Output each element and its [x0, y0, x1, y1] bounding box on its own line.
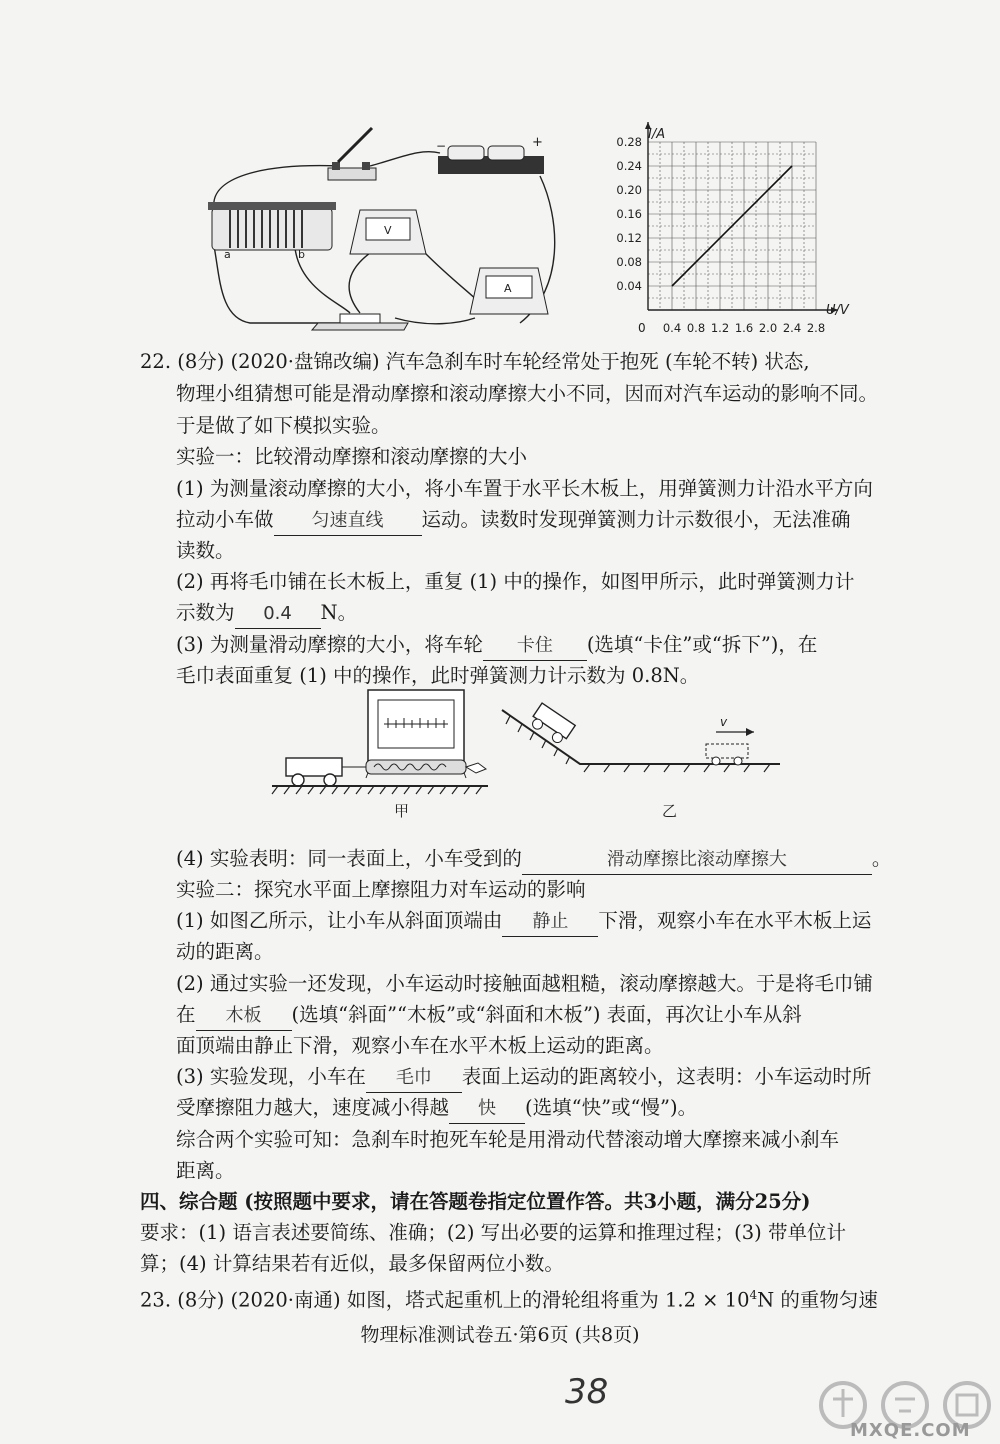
y-tick-label: 0.20: [616, 183, 642, 197]
conclusion-line1: 综合两个实验可知：急刹车时抱死车轮是用滑动代替滚动增大摩擦来减小刹车: [176, 1128, 840, 1151]
circuit-diagram: [200, 118, 570, 340]
x-tick-label: 2.0: [758, 321, 778, 335]
y-tick-label: 0.24: [616, 159, 642, 173]
x-tick-label: 1.6: [734, 321, 754, 335]
y-tick-label: 0.28: [616, 135, 642, 149]
x-tick-label: 0.4: [662, 321, 682, 335]
svg-text:−: −: [436, 139, 447, 153]
exp1-title: 实验一：比较滑动摩擦和滚动摩擦的大小: [176, 445, 528, 468]
x-tick-label: 0.8: [686, 321, 706, 335]
y-tick-label: 0.04: [616, 279, 642, 293]
x-tick-label: 1.2: [710, 321, 730, 335]
experiment-figures: [270, 688, 790, 838]
svg-text:乙: 乙: [662, 802, 678, 820]
figure-yi: [502, 703, 780, 820]
y-axis-label: I/A: [648, 127, 666, 142]
answer-blank-7: 毛巾: [366, 1064, 462, 1093]
exp2-e1b: 动的距离。: [176, 940, 274, 963]
section4-req2: 算；(4) 计算结果若有近似，最多保留两位小数。: [140, 1252, 564, 1275]
answer-blank-4: 滑动摩擦比滚动摩擦大: [522, 846, 872, 875]
q23-line1: 23. (8分) (2020·南通) 如图，塔式起重机上的滑轮组将重为 $1.2 \times 10^4N$ 的重物匀速: [140, 1288, 878, 1312]
exp1-p2b: 示数为 0.4 N。: [176, 599, 357, 629]
x-axis-label: U/V: [826, 303, 849, 318]
exp2-e2c: 面顶端由静止下滑，观察小车在水平木板上运动的距离。: [176, 1034, 664, 1057]
q22-line1: 22. (8分) (2020·盘锦改编) 汽车急刹车时车轮经常处于抱死 (车轮不转) 状态,: [140, 350, 810, 373]
exp2-e2b: 在 木板 (选填“斜面”“木板”或“斜面和木板”) 表面，再次让小车从斜: [176, 1001, 802, 1031]
svg-text:V: V: [384, 224, 392, 237]
exp2-e3b: 受摩擦阻力越大，速度减小得越 快 (选填“快”或“慢”)。: [176, 1094, 697, 1124]
conclusion-line2: 距离。: [176, 1159, 235, 1182]
q22-line2: 物理小组猜想可能是滑动摩擦和滚动摩擦大小不同，因而对汽车运动的影响不同。: [176, 382, 879, 405]
svg-text:b: b: [298, 248, 305, 261]
answer-blank-2: 0.4: [235, 600, 321, 629]
y-tick-label: 0.12: [616, 231, 642, 245]
section4-req1: 要求：(1) 语言表述要简练、准确；(2) 写出必要的运算和推理过程；(3) 带单位计: [140, 1221, 846, 1244]
exp1-p1b: 拉动小车做 匀速直线 运动。读数时发现弹簧测力计示数很小，无法准确: [176, 506, 851, 536]
answer-blank-8: 快: [449, 1095, 525, 1124]
watermark-text: MXQE.COM: [850, 1420, 971, 1441]
rheostat: [208, 202, 336, 261]
q22-line3: 于是做了如下模拟实验。: [176, 414, 391, 437]
battery: [436, 135, 544, 174]
svg-text:A: A: [504, 282, 512, 295]
svg-text:甲: 甲: [394, 802, 410, 820]
svg-text:v: v: [720, 715, 728, 729]
exp1-p3b: 毛巾表面重复 (1) 中的操作，此时弹簧测力计示数为 0.8N。: [176, 664, 700, 687]
section4-title: 四、综合题 (按照题中要求，请在答题卷指定位置作答。共3小题，满分25分): [140, 1190, 811, 1213]
exp1-p4: (4) 实验表明：同一表面上，小车受到的 滑动摩擦比滚动摩擦大 。: [176, 845, 891, 875]
x-tick-label: 2.4: [782, 321, 802, 335]
ammeter: [470, 268, 548, 314]
exp2-e2a: (2) 通过实验一还发现，小车运动时接触面越粗糙，滚动摩擦越大。于是将毛巾铺: [176, 972, 873, 995]
exp2-title: 实验二：探究水平面上摩擦阻力对车运动的影响: [176, 878, 586, 901]
y-tick-label: 0.16: [616, 207, 642, 221]
svg-text:a: a: [224, 248, 231, 261]
exp1-p1a: (1) 为测量滚动摩擦的大小，将小车置于水平长木板上，用弹簧测力计沿水平方向: [176, 477, 873, 500]
page-footer: 物理标准测试卷五·第6页 (共8页): [360, 1324, 640, 1346]
exp2-e3a: (3) 实验发现，小车在 毛巾 表面上运动的距离较小，这表明：小车运动时所: [176, 1063, 871, 1093]
resistor: [312, 314, 408, 330]
exp2-e1a: (1) 如图乙所示，让小车从斜面顶端由 静止 下滑，观察小车在水平木板上运: [176, 907, 871, 937]
voltmeter: [350, 210, 426, 254]
origin-label: 0: [638, 321, 646, 335]
figure-jia: [272, 690, 488, 820]
switch: [328, 128, 376, 180]
answer-blank-5: 静止: [502, 908, 598, 937]
iu-graph: [600, 122, 850, 336]
exp1-p1c: 读数。: [176, 539, 235, 562]
exp1-p3a: (3) 为测量滑动摩擦的大小，将车轮 卡住 (选填“卡住”或“拆下”)，在: [176, 631, 817, 661]
exp1-p2a: (2) 再将毛巾铺在长木板上，重复 (1) 中的操作，如图甲所示，此时弹簧测力计: [176, 570, 855, 593]
answer-blank-3: 卡住: [483, 632, 587, 661]
y-tick-label: 0.08: [616, 255, 642, 269]
answer-blank-1: 匀速直线: [274, 507, 422, 536]
answer-blank-6: 木板: [196, 1002, 292, 1031]
handwritten-page-number: 38: [565, 1372, 609, 1412]
x-tick-label: 2.8: [806, 321, 826, 335]
svg-text:+: +: [532, 135, 543, 150]
